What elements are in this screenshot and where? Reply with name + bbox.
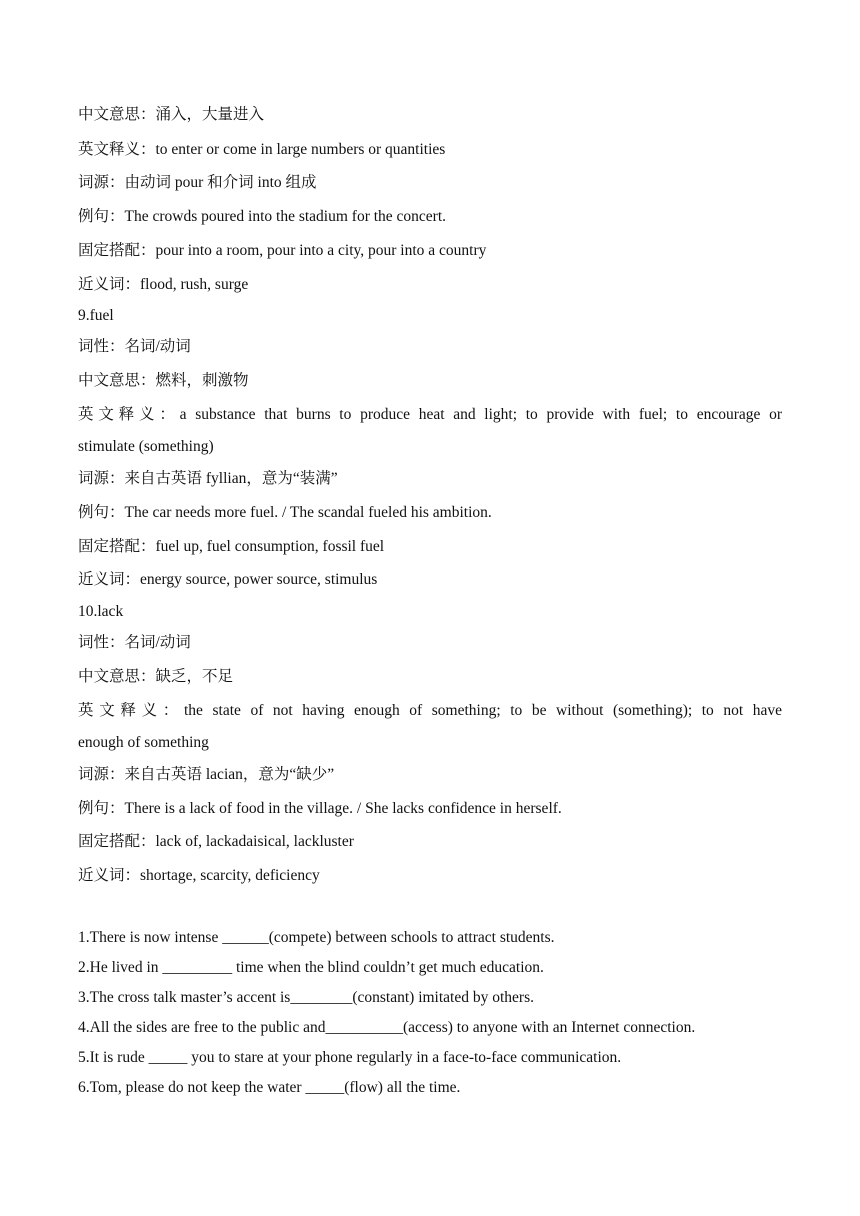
pour-etymology: 词源：由动词 pour 和介词 into 组成 xyxy=(78,174,317,191)
pour-cn-meaning: 中文意思：涌入，大量进入 xyxy=(78,106,265,123)
fuel-collocations: 固定搭配：fuel up, fuel consumption, fossil fuel xyxy=(78,538,385,555)
fuel-cn-meaning: 中文意思：燃料，刺激物 xyxy=(78,372,249,389)
exercise-item: 6.Tom, please do not keep the water _____(flow) all the time. xyxy=(78,1079,461,1096)
pour-synonyms: 近义词：flood, rush, surge xyxy=(78,276,249,293)
lack-collocations: 固定搭配：lack of, lackadaisical, lackluster xyxy=(78,833,354,850)
lack-heading: 10.lack xyxy=(78,603,124,620)
pour-collocations: 固定搭配：pour into a room, pour into a city, pour into a country xyxy=(78,242,487,259)
pour-example: 例句：The crowds poured into the stadium for the concert. xyxy=(78,208,447,225)
pour-en-definition: 英文释义：to enter or come in large numbers or quantities xyxy=(78,141,446,158)
exercise-item: 1.There is now intense ______(compete) between schools to attract students. xyxy=(78,929,555,946)
lack-example: 例句：There is a lack of food in the village. / She lacks confidence in herself. xyxy=(78,800,562,817)
lack-en-definition-line2: enough of something xyxy=(78,734,209,751)
fuel-heading: 9.fuel xyxy=(78,307,114,324)
lack-cn-meaning: 中文意思：缺乏，不足 xyxy=(78,668,234,685)
fuel-etymology: 词源：来自古英语 fyllian，意为“装满” xyxy=(78,470,338,487)
fuel-example: 例句：The car needs more fuel. / The scandal fueled his ambition. xyxy=(78,504,492,521)
fuel-pos: 词性：名词/动词 xyxy=(78,338,191,355)
exercise-item: 5.It is rude _____ you to stare at your phone regularly in a face-to-face communication. xyxy=(78,1049,622,1066)
exercise-item: 3.The cross talk master’s accent is________(constant) imitated by others. xyxy=(78,989,534,1006)
exercise-item: 2.He lived in _________ time when the blind couldn’t get much education. xyxy=(78,959,544,976)
lack-en-definition-line1: 英文释义：the state of not having enough of something; to be without (something); to not have xyxy=(78,702,782,719)
lack-synonyms: 近义词：shortage, scarcity, deficiency xyxy=(78,867,320,884)
lack-etymology: 词源：来自古英语 lacian，意为“缺少” xyxy=(78,766,335,783)
fuel-synonyms: 近义词：energy source, power source, stimulus xyxy=(78,571,378,588)
fuel-en-definition-line2: stimulate (something) xyxy=(78,438,214,455)
fuel-en-definition-line1: 英文释义：a substance that burns to produce heat and light; to provide with fuel; to encourage or xyxy=(78,406,782,423)
exercise-item: 4.All the sides are free to the public and__________(access) to anyone with an Internet connection. xyxy=(78,1019,696,1036)
lack-pos: 词性：名词/动词 xyxy=(78,634,191,651)
